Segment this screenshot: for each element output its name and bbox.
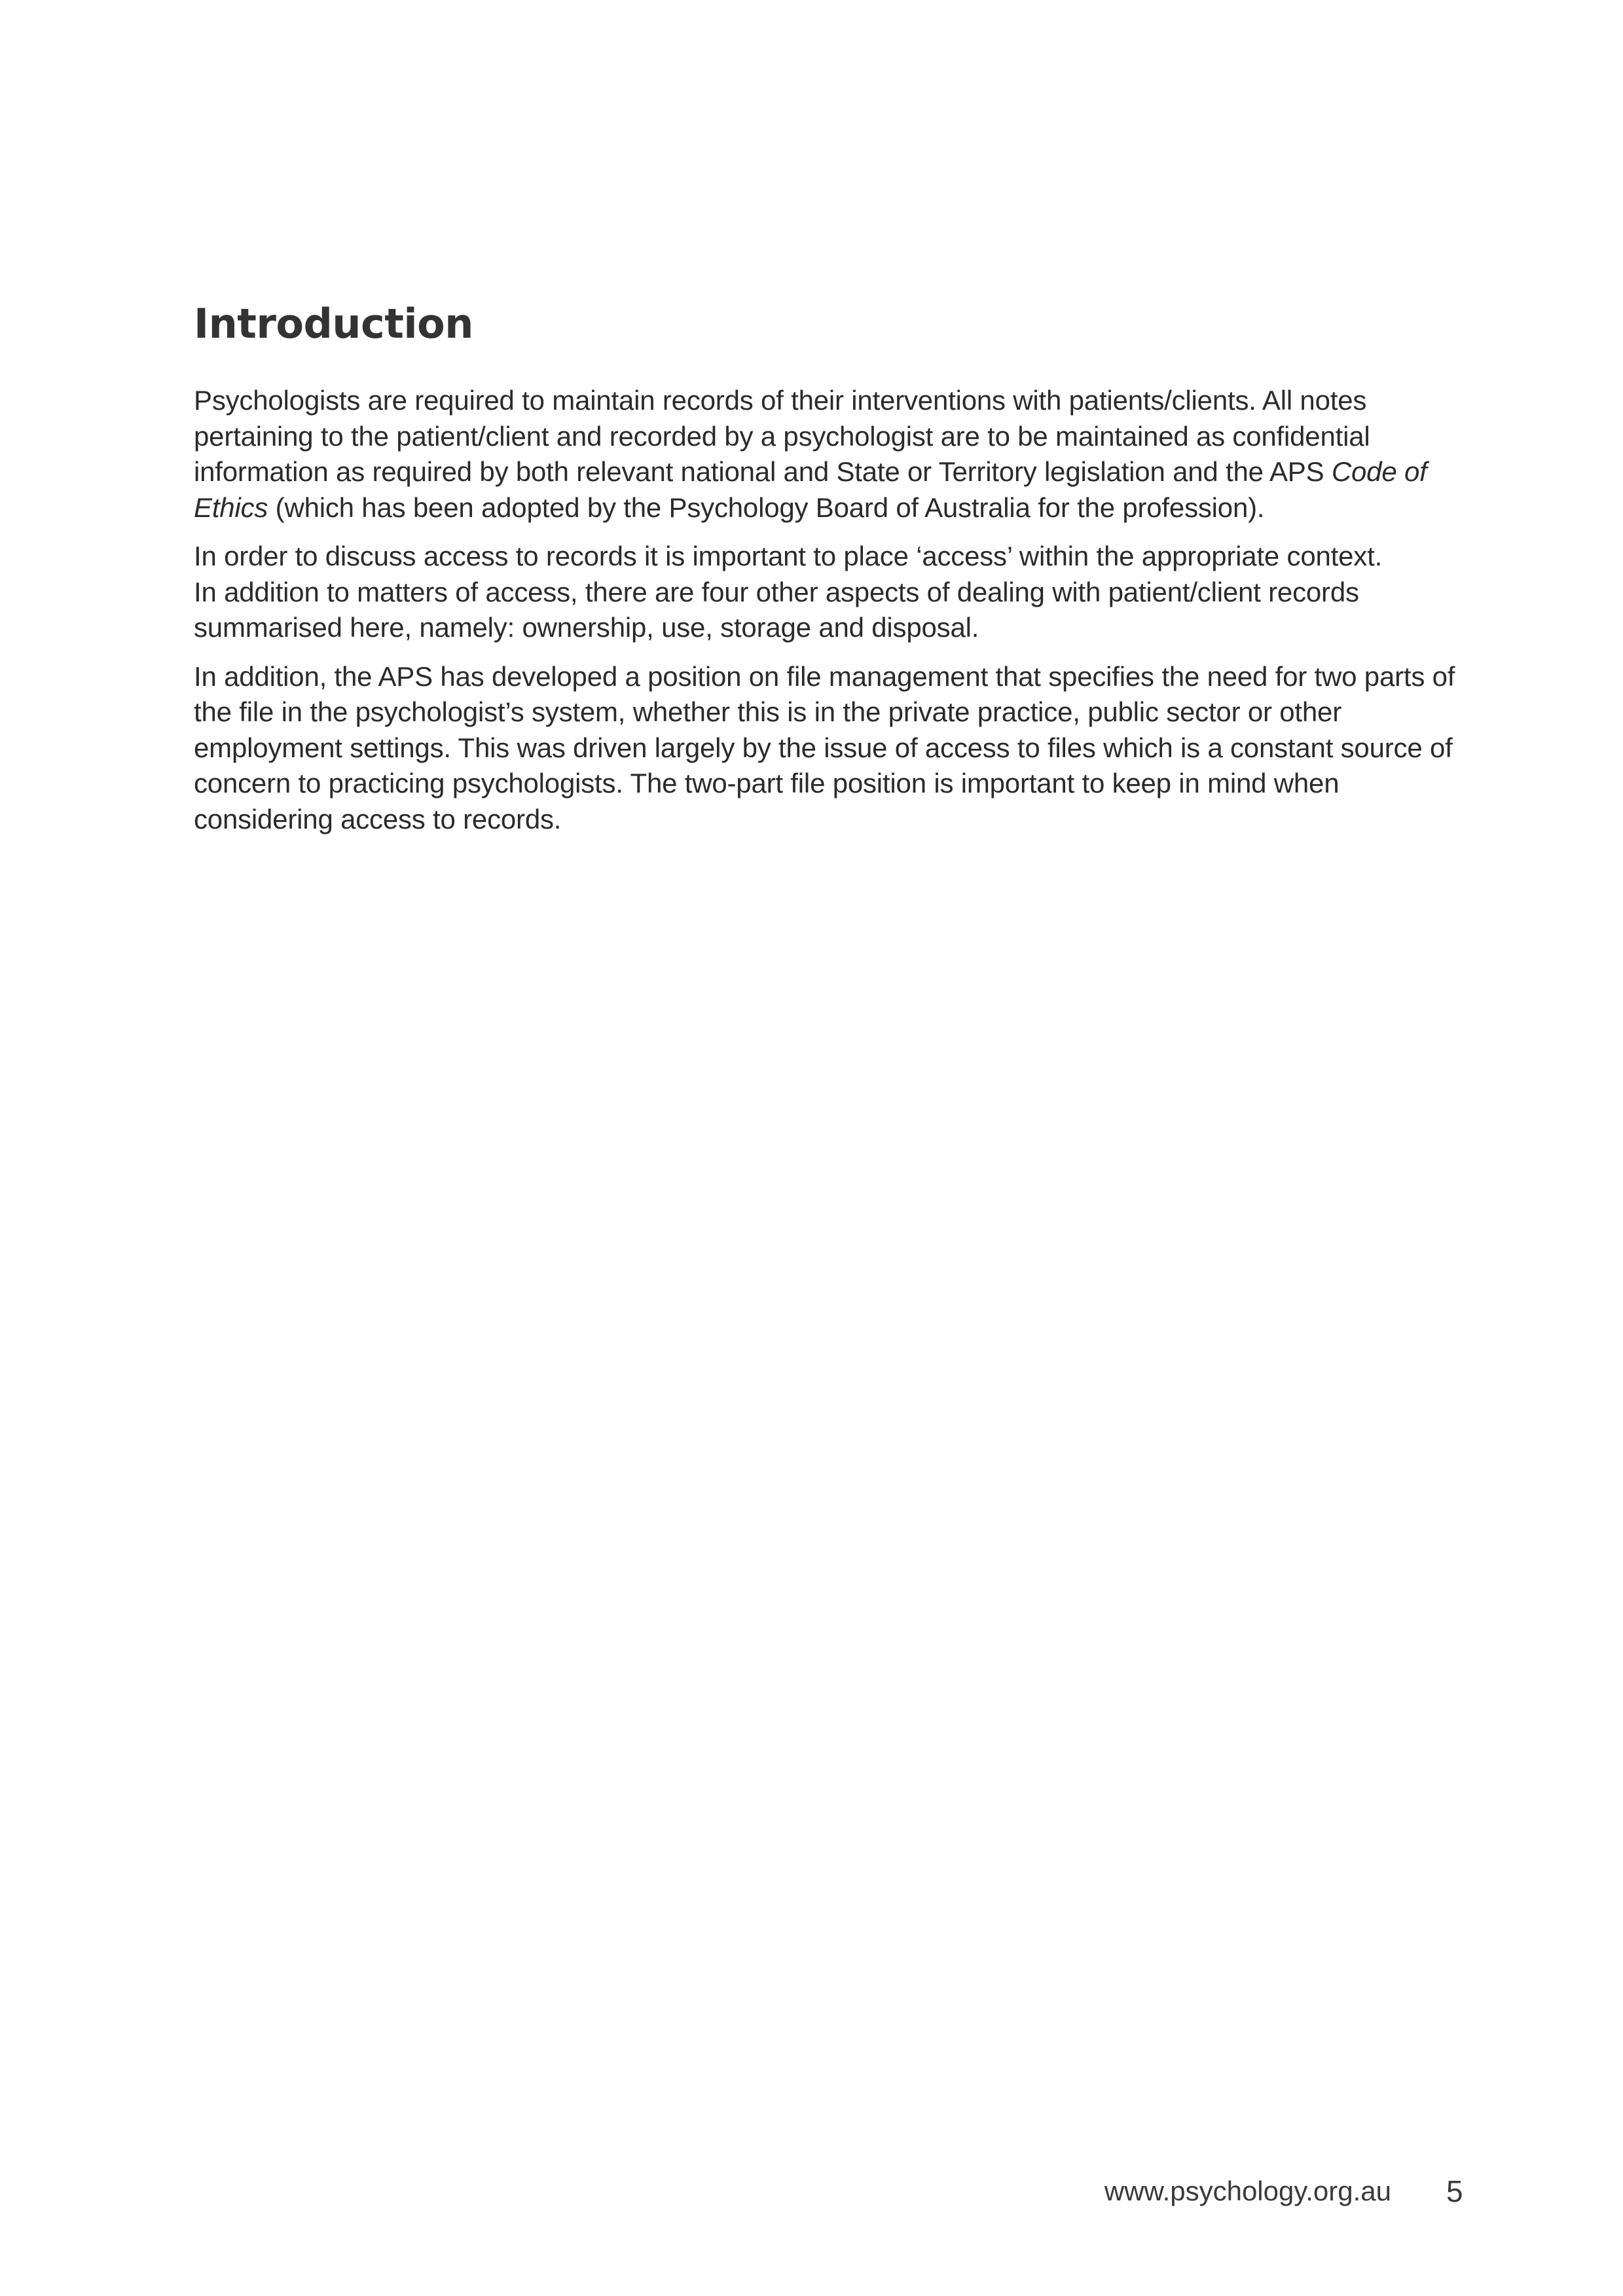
paragraph-2-line-2: In addition to matters of access, there are four other aspects of dealing with patient/client records summarised here, namely: ownership, use, storage and disposal. — [194, 576, 1359, 643]
paragraph-1-text-start: Psychologists are required to maintain records of their interventions with patients/clients. All notes pertaining to the patient/client and recorded by a psychologist are to be maintained as confidential information as required by both relevant national and State or Territory legislation and the APS — [194, 385, 1370, 487]
page-number: 5 — [1446, 2174, 1463, 2208]
paragraph-2-line-1: In order to discuss access to records it is important to place ‘access’ within the appropriate context. — [194, 541, 1383, 571]
page-title: Introduction — [194, 300, 473, 348]
page-footer — [0, 2172, 1623, 2211]
paragraph-3: In addition, the APS has developed a position on file management that specifies the need for two parts of the file in the psychologist’s system, whether this is in the private practice, public sector or other employment settings. This was driven largely by the issue of access to files which is a constant source of concern to practicing psychologists. The two-part file position is important to keep in mind when considering access to records. — [194, 660, 1455, 834]
paragraph-1 — [194, 383, 1477, 526]
paragraph-2 — [194, 539, 1477, 646]
code-of-ethics-title: Code of Ethics — [194, 456, 1427, 523]
main-content — [194, 298, 1477, 850]
paragraph-1-text-end: (which has been adopted by the Psychology Board of Australia for the profession). — [268, 492, 1265, 523]
footer-website-link[interactable]: www.psychology.org.au — [1104, 2176, 1391, 2206]
